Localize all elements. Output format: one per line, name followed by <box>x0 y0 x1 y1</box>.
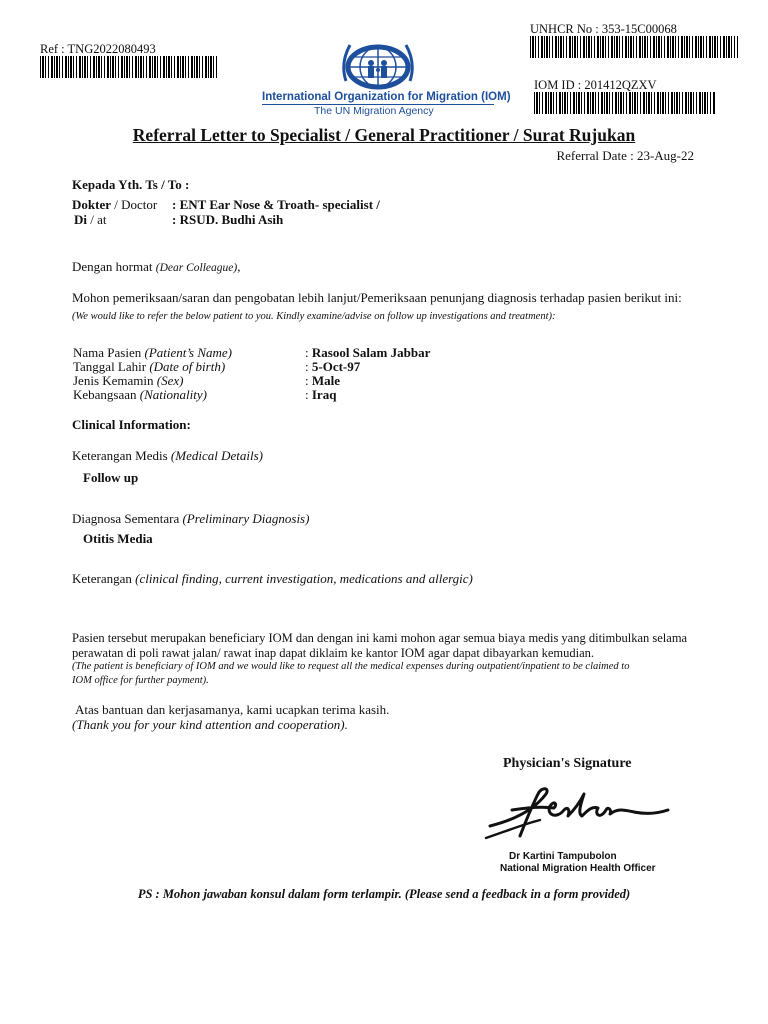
sex-colon: : <box>305 373 312 388</box>
diagnosis-label-id: Diagnosa Sementara <box>72 511 180 526</box>
greeting-english: (Dear Colleague) <box>155 262 238 274</box>
at-label <box>74 212 107 228</box>
patient-name: Rasool Salam Jabbar <box>311 345 431 360</box>
request-text: Mohon pemeriksaan/saran dan pengobatan lebih lanjut/Pemeriksaan penunjang diagnosis terhadap pasien berikut ini: <box>72 290 682 305</box>
notes-label <box>72 571 473 587</box>
nationality-value <box>305 387 336 403</box>
thanks-english: (Thank you for your kind attention and cooperation). <box>72 717 348 732</box>
doctor-label <box>72 197 157 213</box>
payment-line-1: Pasien tersebut merupakan beneficiary IOM dan dengan ini kami mohon agar semua biaya medis yang ditimbulkan selama <box>72 631 688 645</box>
nationality: Iraq <box>311 387 337 402</box>
medical-details-label <box>72 448 263 464</box>
letter-title: Referral Letter to Specialist / General Practitioner / Surat Rujukan <box>132 125 636 145</box>
payment-english-line-1: (The patient is beneficiary of IOM and we would like to request all the medical expenses during outpatient/inpatient to be claimed to <box>72 661 630 672</box>
nationality-colon: : <box>305 387 312 402</box>
request-translation: (We would like to refer the below patient to you. Kindly examine/advise on follow up investigations and treatment): <box>72 311 556 322</box>
sex-label-id: Jenis Kemamin <box>73 373 154 388</box>
greeting-suffix: , <box>237 259 241 274</box>
sex-label-en: (Sex) <box>156 373 184 388</box>
iom-id-barcode <box>534 92 716 114</box>
greeting <box>72 259 240 275</box>
handwritten-signature <box>484 780 674 846</box>
greeting-text: Dengan hormat <box>72 259 153 274</box>
notes-label-en: (clinical finding, current investigation, medications and allergic) <box>135 571 473 586</box>
physician-role: National Migration Health Officer <box>500 863 656 874</box>
patient-name-label-id: Nama Pasien <box>73 345 142 360</box>
notes-label-id: Keterangan <box>72 571 132 586</box>
medical-details-value: Follow up <box>83 470 139 485</box>
dob: 5-Oct-97 <box>311 359 361 374</box>
at-label-bold: Di <box>74 212 87 227</box>
postscript: PS : Mohon jawaban konsul dalam form terlampir. (Please send a feedback in a form provided) <box>137 887 631 901</box>
payment-line-2: perawatan di poli rawat jalan/ rawat inap dapat diklaim ke kantor IOM agar dapat dibayarkan kemudian. <box>72 646 595 660</box>
reference-number: Ref : TNG2022080493 <box>40 42 156 56</box>
nationality-label <box>73 387 207 403</box>
payment-english-line-2: IOM office for further payment). <box>72 675 209 686</box>
nationality-label-en: (Nationality) <box>139 387 207 402</box>
patient-name-colon: : <box>305 345 312 360</box>
diagnosis-label <box>72 511 309 527</box>
diagnosis-value: Otitis Media <box>83 531 153 546</box>
iom-id: IOM ID : 201412QZXV <box>534 78 657 92</box>
physician-name: Dr Kartini Tampubolon <box>509 851 617 862</box>
dob-label-en: (Date of birth) <box>149 359 226 374</box>
doctor-label-rest: / Doctor <box>111 197 158 212</box>
sex: Male <box>311 373 341 388</box>
referral-date: Referral Date : 23-Aug-22 <box>556 148 694 163</box>
medical-label-id: Keterangan Medis <box>72 448 168 463</box>
at-label-rest: / at <box>87 212 107 227</box>
doctor-label-bold: Dokter <box>72 197 111 212</box>
logo-organization-name: International Organization for Migration (IOM) <box>262 91 511 103</box>
medical-label-en: (Medical Details) <box>170 448 263 463</box>
logo-tagline: The UN Migration Agency <box>314 105 434 117</box>
dob-label-id: Tanggal Lahir <box>73 359 147 374</box>
diagnosis-label-en: (Preliminary Diagnosis) <box>182 511 310 526</box>
patient-name-label-en: (Patient’s Name) <box>144 345 232 360</box>
unhcr-number: UNHCR No : 353-15C00068 <box>530 22 677 36</box>
thanks-text: Atas bantuan dan kerjasamanya, kami ucapkan terima kasih. <box>75 702 390 717</box>
doctor-value: : ENT Ear Nose & Troath- specialist / <box>172 197 380 212</box>
reference-barcode <box>40 56 218 78</box>
recipient-heading: Kepada Yth. Ts / To : <box>72 177 190 192</box>
at-value: : RSUD. Budhi Asih <box>172 212 284 227</box>
nationality-label-id: Kebangsaan <box>73 387 137 402</box>
dob-colon: : <box>305 359 312 374</box>
unhcr-barcode <box>530 36 738 58</box>
signature-title: Physician's Signature <box>503 756 632 771</box>
clinical-heading: Clinical Information: <box>72 417 191 432</box>
